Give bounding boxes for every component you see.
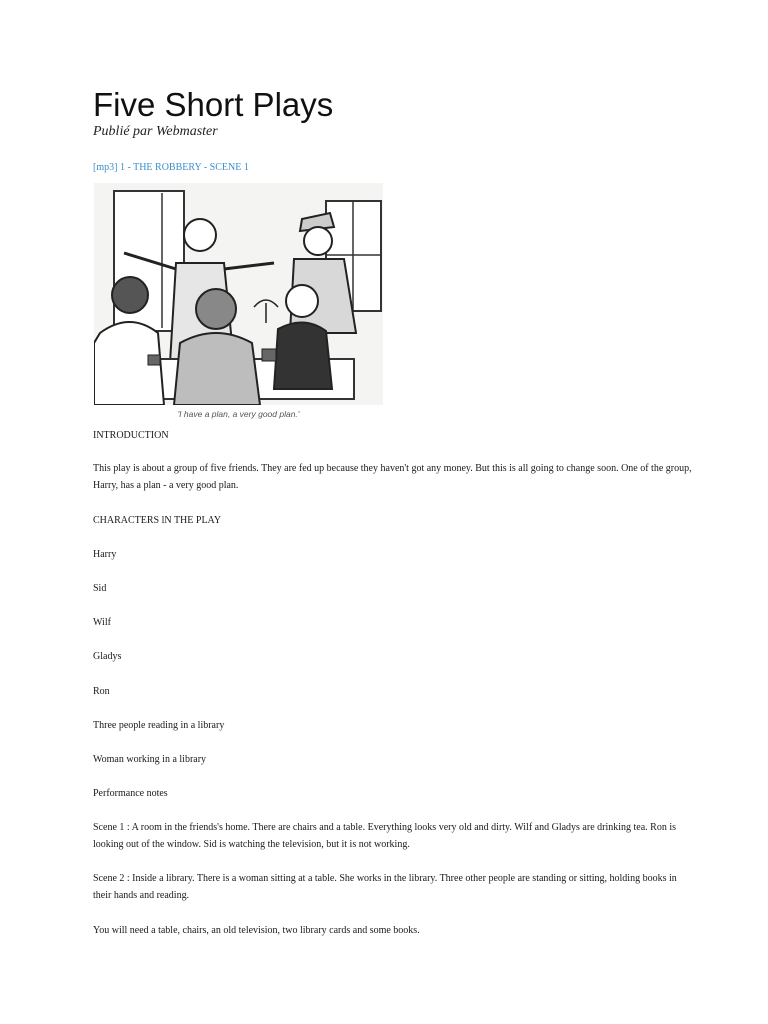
byline: Publié par Webmaster	[93, 124, 218, 139]
character-item: Ron	[93, 686, 110, 697]
introduction-text: This play is about a group of five friends. They are fed up because they haven't got any money. But this is all going to change soon. One of the group, Harry, has a plan - a very good plan.	[93, 463, 692, 491]
character-item: Sid	[93, 583, 107, 594]
page-title: Five Short Plays	[93, 86, 334, 123]
performance-notes-heading: Performance notes	[93, 788, 168, 799]
character-item: Three people reading in a library	[93, 720, 225, 731]
introduction-heading: INTRODUCTION	[93, 430, 169, 441]
characters-heading: CHARACTERS lN THE PLAY	[93, 515, 222, 526]
character-item: Woman working in a library	[93, 754, 207, 765]
mp3-audio-link[interactable]: [mp3] 1 - THE ROBBERY - SCENE 1	[93, 162, 249, 173]
character-item: Gladys	[93, 651, 122, 662]
props-note: You will need a table, chairs, an old television, two library cards and some books.	[93, 925, 420, 936]
image-caption: 'I have a plan, a very good plan.'	[177, 409, 300, 419]
play-illustration	[94, 183, 383, 423]
illustration-drawing	[94, 183, 383, 405]
scene-2-description: Scene 2 : Inside a library. There is a woman sitting at a table. She works in the library. Three other people are standing or sitting, holding books in their hands and reading.	[93, 873, 677, 901]
scene-1-description: Scene 1 : A room in the friends's home. There are chairs and a table. Everything looks very old and dirty. Wilf and Gladys are drinking tea. Ron is looking out of the window. Sid is watching the television, but it is not working.	[93, 822, 677, 850]
character-item: Harry	[93, 549, 117, 560]
character-item: Wilf	[93, 617, 111, 628]
